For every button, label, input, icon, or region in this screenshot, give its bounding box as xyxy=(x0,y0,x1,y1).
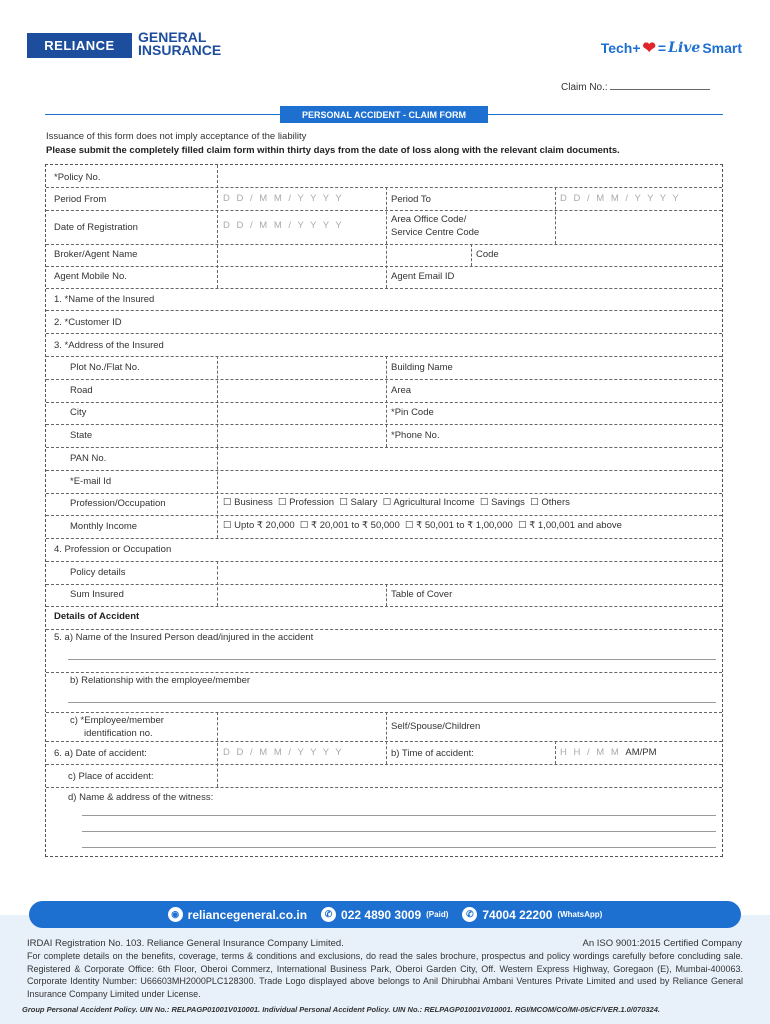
sum-insured-label: Sum Insured xyxy=(70,589,124,600)
claim-no xyxy=(561,80,710,93)
col-divider xyxy=(217,356,218,447)
checkbox-profession[interactable]: ☐ Profession xyxy=(278,497,335,508)
row-divider xyxy=(46,493,722,494)
row-divider xyxy=(46,629,722,630)
q5c-label-line2: identification no. xyxy=(84,728,153,739)
monthly-income-label: Monthly Income xyxy=(70,521,138,532)
col-divider xyxy=(217,712,218,787)
q6c-label: c) Place of accident: xyxy=(68,771,154,782)
form-title: PERSONAL ACCIDENT - CLAIM FORM xyxy=(280,106,488,123)
broker-agent-label: Broker/Agent Name xyxy=(54,249,138,260)
option-others: Others xyxy=(541,497,570,508)
row-divider xyxy=(46,515,722,516)
policy-details-label: Policy details xyxy=(70,567,126,578)
phone-no-label: *Phone No. xyxy=(391,430,440,441)
q5a-label: 5. a) Name of the Insured Person dead/injured in the accident xyxy=(54,632,314,643)
tagline-tech: Tech+ xyxy=(600,40,641,56)
heart-icon: ❤ xyxy=(642,40,656,57)
col-divider xyxy=(217,561,218,606)
row-divider xyxy=(46,333,722,334)
row-divider xyxy=(46,712,722,713)
col-divider xyxy=(471,244,472,266)
row-divider xyxy=(46,672,722,673)
q6a-label: 6. a) Date of accident: xyxy=(54,748,147,759)
row-divider xyxy=(46,470,722,471)
phone-text: 022 4890 3009 xyxy=(341,907,422,922)
tagline xyxy=(601,38,742,58)
whatsapp-note: (WhatsApp) xyxy=(557,910,603,919)
row-divider xyxy=(46,584,722,585)
checkbox-others[interactable]: ☐ Others xyxy=(530,497,570,508)
plot-no-label: Plot No./Flat No. xyxy=(70,362,140,373)
time-placeholder: H H / M M xyxy=(560,747,621,758)
liability-note: Issuance of this form does not imply acceptance of the liability xyxy=(46,131,307,142)
iso-certification: An ISO 9001:2015 Certified Company xyxy=(582,938,742,949)
tagline-live: Live xyxy=(668,40,701,56)
self-spouse-label: Self/Spouse/Children xyxy=(391,721,481,732)
area-office-label-line1: Area Office Code/ xyxy=(391,214,467,225)
row-divider xyxy=(46,266,722,267)
phone-note: (Paid) xyxy=(426,910,449,919)
witness-line-2[interactable] xyxy=(82,831,716,832)
col-divider xyxy=(386,356,387,447)
am-pm-label: AM/PM xyxy=(625,747,657,758)
disclaimer-text: For complete details on the benefits, coverage, terms & conditions and exclusions, do read the sales brochure, prospectus and policy wordings carefully before concluding sale. Registered & Corporate Office: 6th Floor, Oberoi Commerz, International Business Park, Oberoi Garden City, Off. Western Express Highway, Goregaon (E), Mumbai-400063. Corporate Identity Number: U66603MH2000PLC128300. Trade Logo displayed above belongs to Anil Dhirubhai Ambani Ventures Private Limited and used by Reliance General Insurance Company Limited under License. xyxy=(27,951,743,999)
whatsapp-icon: ✆ xyxy=(462,907,477,922)
witness-line-1[interactable] xyxy=(82,815,716,816)
option-salary: Salary xyxy=(350,497,378,508)
option-profession: Profession xyxy=(289,497,335,508)
pin-code-label: *Pin Code xyxy=(391,407,434,418)
checkbox-business[interactable]: ☐ Business xyxy=(223,497,273,508)
code-label: Code xyxy=(476,249,499,260)
col-divider xyxy=(386,187,387,288)
option-income-3: ₹ 50,001 to ₹ 1,00,000 xyxy=(416,520,513,531)
claim-no-field[interactable] xyxy=(610,80,710,90)
row-divider xyxy=(46,244,722,245)
submission-note: Please submit the completely filled claim form within thirty days from the date of loss along with the relevant claim documents. xyxy=(46,145,620,156)
phone-icon: ✆ xyxy=(321,907,336,922)
row-divider xyxy=(46,447,722,448)
checkbox-income-3[interactable]: ☐ ₹ 50,001 to ₹ 1,00,000 xyxy=(405,520,513,531)
irdai-registration: IRDAI Registration No. 103. Reliance General Insurance Company Limited. xyxy=(27,938,344,949)
claim-form xyxy=(45,164,723,857)
uin-text: Group Personal Accident Policy. UIN No.: RELPAGP01001V010001. Individual Personal Accident Policy. UIN No.: RELPAGP01001V010001. RGI/MCOM/CO/MI-05/CF/VER.1.0/070324. xyxy=(22,1005,660,1014)
road-label: Road xyxy=(70,385,93,396)
option-agricultural: Agricultural Income xyxy=(393,497,475,508)
row-divider xyxy=(46,379,722,380)
period-from-input[interactable]: D D / M M / Y Y Y Y xyxy=(223,193,344,204)
state-label: State xyxy=(70,430,93,441)
q6d-label: d) Name & address of the witness: xyxy=(68,792,214,803)
general-insurance-logo xyxy=(138,31,221,57)
row-divider xyxy=(46,187,722,188)
agent-mobile-label: Agent Mobile No. xyxy=(54,271,127,282)
contact-bar xyxy=(29,901,741,928)
checkbox-agricultural[interactable]: ☐ Agricultural Income xyxy=(382,497,475,508)
agent-email-label: Agent Email ID xyxy=(391,271,455,282)
period-to-label: Period To xyxy=(391,194,431,205)
area-office-label xyxy=(391,213,479,239)
tagline-equals: = xyxy=(657,40,667,56)
period-to-input[interactable]: D D / M M / Y Y Y Y xyxy=(560,193,681,204)
website-link[interactable] xyxy=(168,907,307,922)
details-of-accident-heading: Details of Accident xyxy=(54,611,140,622)
q5c-label-line1: c) *Employee/member xyxy=(70,715,164,726)
q5b-answer-line[interactable] xyxy=(68,702,716,703)
row-divider xyxy=(46,606,722,607)
option-savings: Savings xyxy=(491,497,525,508)
witness-line-3[interactable] xyxy=(82,847,716,848)
row-divider xyxy=(46,210,722,211)
whatsapp-link[interactable] xyxy=(462,907,602,922)
row-divider xyxy=(46,741,722,742)
option-business: Business xyxy=(234,497,273,508)
profession-or-occupation-label: 4. Profession or Occupation xyxy=(54,544,172,555)
option-income-1: Upto ₹ 20,000 xyxy=(234,520,295,531)
row-divider xyxy=(46,402,722,403)
col-divider xyxy=(386,712,387,764)
logo-general-text: GENERAL xyxy=(138,29,207,45)
date-registration-input[interactable]: D D / M M / Y Y Y Y xyxy=(223,220,344,231)
option-income-2: ₹ 20,001 to ₹ 50,000 xyxy=(311,520,400,531)
date-registration-label: Date of Registration xyxy=(54,222,138,233)
customer-id-label: 2. *Customer ID xyxy=(54,317,122,328)
checkbox-income-2[interactable]: ☐ ₹ 20,001 to ₹ 50,000 xyxy=(299,520,400,531)
city-label: City xyxy=(70,407,87,418)
checkbox-savings[interactable]: ☐ Savings xyxy=(479,497,525,508)
area-label: Area xyxy=(391,385,412,396)
col-divider xyxy=(217,165,218,288)
row-divider xyxy=(46,356,722,357)
email-id-label: *E-mail Id xyxy=(70,476,112,487)
q5c-label xyxy=(70,714,164,740)
period-from-label: Period From xyxy=(54,194,107,205)
area-office-label-line2: Service Centre Code xyxy=(391,227,480,238)
whatsapp-text: 74004 22200 xyxy=(482,907,553,922)
tagline-smart: Smart xyxy=(702,40,742,56)
checkbox-income-4[interactable]: ☐ ₹ 1,00,001 and above xyxy=(518,520,622,531)
reliance-logo: RELIANCE xyxy=(27,33,132,58)
profession-occupation-label: Profession/Occupation xyxy=(70,498,166,509)
name-insured-label: 1. *Name of the Insured xyxy=(54,294,155,305)
pan-no-label: PAN No. xyxy=(70,453,107,464)
option-income-4: ₹ 1,00,001 and above xyxy=(529,520,622,531)
q5a-answer-line[interactable] xyxy=(68,659,716,660)
address-insured-label: 3. *Address of the Insured xyxy=(54,340,164,351)
col-divider xyxy=(386,584,387,606)
row-divider xyxy=(46,561,722,562)
table-of-cover-label: Table of Cover xyxy=(391,589,453,600)
income-options xyxy=(223,520,622,531)
row-divider xyxy=(46,538,722,539)
row-divider xyxy=(46,764,722,765)
policy-no-label: *Policy No. xyxy=(54,172,101,183)
profession-options xyxy=(223,497,570,508)
checkbox-income-1[interactable]: ☐ Upto ₹ 20,000 xyxy=(223,520,295,531)
date-of-accident-input[interactable]: D D / M M / Y Y Y Y xyxy=(223,747,344,758)
row-divider xyxy=(46,787,722,788)
row-divider xyxy=(46,310,722,311)
checkbox-salary[interactable]: ☐ Salary xyxy=(339,497,378,508)
website-text: reliancegeneral.co.in xyxy=(187,907,308,922)
q6b-label: b) Time of accident: xyxy=(391,748,474,759)
building-name-label: Building Name xyxy=(391,362,453,373)
row-divider xyxy=(46,424,722,425)
col-divider xyxy=(217,447,218,538)
q5b-label: b) Relationship with the employee/member xyxy=(70,675,251,686)
logo-insurance-text: INSURANCE xyxy=(138,42,222,58)
phone-link[interactable] xyxy=(321,907,448,922)
claim-no-label: Claim No.: xyxy=(561,82,608,93)
col-divider xyxy=(555,187,556,244)
globe-icon: ◉ xyxy=(168,907,183,922)
col-divider xyxy=(555,741,556,764)
row-divider xyxy=(46,288,722,289)
time-of-accident-input[interactable] xyxy=(560,747,657,758)
